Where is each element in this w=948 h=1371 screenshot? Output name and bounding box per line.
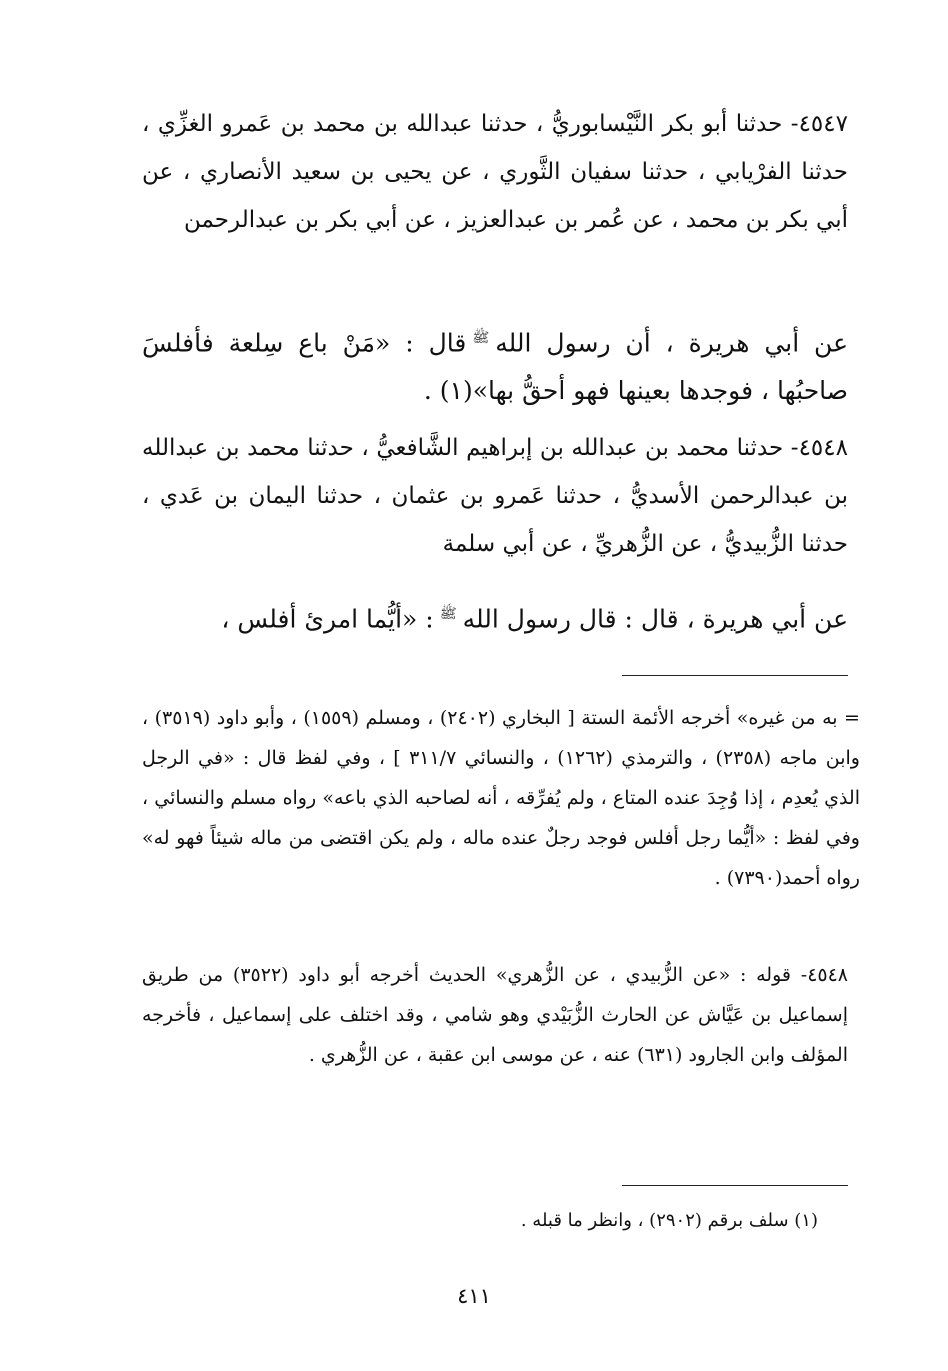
hadith-4547-matn-start: عن أبي هريرة ، أن رسول الله xyxy=(495,328,849,358)
commentary-continuation: = به من غيره» أخرجه الأئمة الستة [ البخاري (٢٤٠٢) ، ومسلم (١٥٥٩) ، وأبو داود (٣٥١٩) ، وابن ماجه (٢٣٥٨) ، والترمذي (١٢٦٢) ، والنسائي ٣١١/٧ ] ، وفي لفظ قال : «في الرجل الذي يُعدِم ، إذا وُجِدَ عنده المتاع ، ولم يُفرِّقه ، أنه لصاحبه الذي باعه» رواه مسلم والنسائي ، وفي لفظ : «أيُّما رجل أفلس فوجد رجلٌ عنده ماله ، ولم يكن اقتضى من ماله شيئاً فهو له» رواه أحمد(٧٣٩٠) . xyxy=(142,707,860,889)
footnote-separator xyxy=(622,1185,848,1186)
footnote-1: (١) سلف برقم (٢٩٠٢) ، وانظر ما قبله . xyxy=(520,1210,818,1231)
hadith-4548-matn-end: : «أيُّما امرئ أفلس ، xyxy=(221,604,434,634)
honorific-glyph: ﷺ xyxy=(472,330,490,346)
hadith-4547-matn xyxy=(142,314,848,415)
honorific-glyph: ﷺ xyxy=(439,606,457,622)
hadith-4548-matn-start: عن أبي هريرة ، قال : قال رسول الله xyxy=(462,604,848,634)
hadith-4547-isnad: ٤٥٤٧- حدثنا أبو بكر النَّيْسابوريُّ ، حدثنا عبدالله بن محمد بن عَمرو الغزِّي ، حدثنا الفرْيابي ، حدثنا سفيان الثَّوري ، عن يحيى بن سعيد الأنصاري ، عن أبي بكر بن محمد ، عن عُمر بن عبدالعزيز ، عن أبي بكر بن عبدالرحمن xyxy=(142,111,848,233)
page-number: ٤١١ xyxy=(457,1284,491,1308)
commentary-note-4548: ٤٥٤٨- قوله : «عن الزُّبيدي ، عن الزُّهري» الحديث أخرجه أبو داود (٣٥٢٢) من طريق إسماعيل بن عَيَّاش عن الحارث الزُّبَيْدي وهو شامي ، وقد اختلف على إسماعيل ، فأخرجه المؤلف وابن الجارود (٦٣١) عنه ، عن موسى ابن عقبة ، عن الزُّهري . xyxy=(142,964,849,1066)
hadith-4548-isnad: ٤٥٤٨- حدثنا محمد بن عبدالله بن إبراهيم الشَّافعيُّ ، حدثنا محمد بن عبدالله بن عبدالرحمن الأسديُّ ، حدثنا عَمرو بن عثمان ، حدثنا اليمان بن عَدي ، حدثنا الزُّبيديُّ ، عن الزُّهريِّ ، عن أبي سلمة xyxy=(142,435,848,557)
hadith-4547-matn-end: قال : «مَنْ باع سِلعة فأفلسَ صاحبُها ، فوجدها بعينها فهو أحقُّ بها»(١) . xyxy=(142,328,848,406)
commentary-separator xyxy=(622,675,848,676)
hadith-4548-matn xyxy=(142,590,848,643)
